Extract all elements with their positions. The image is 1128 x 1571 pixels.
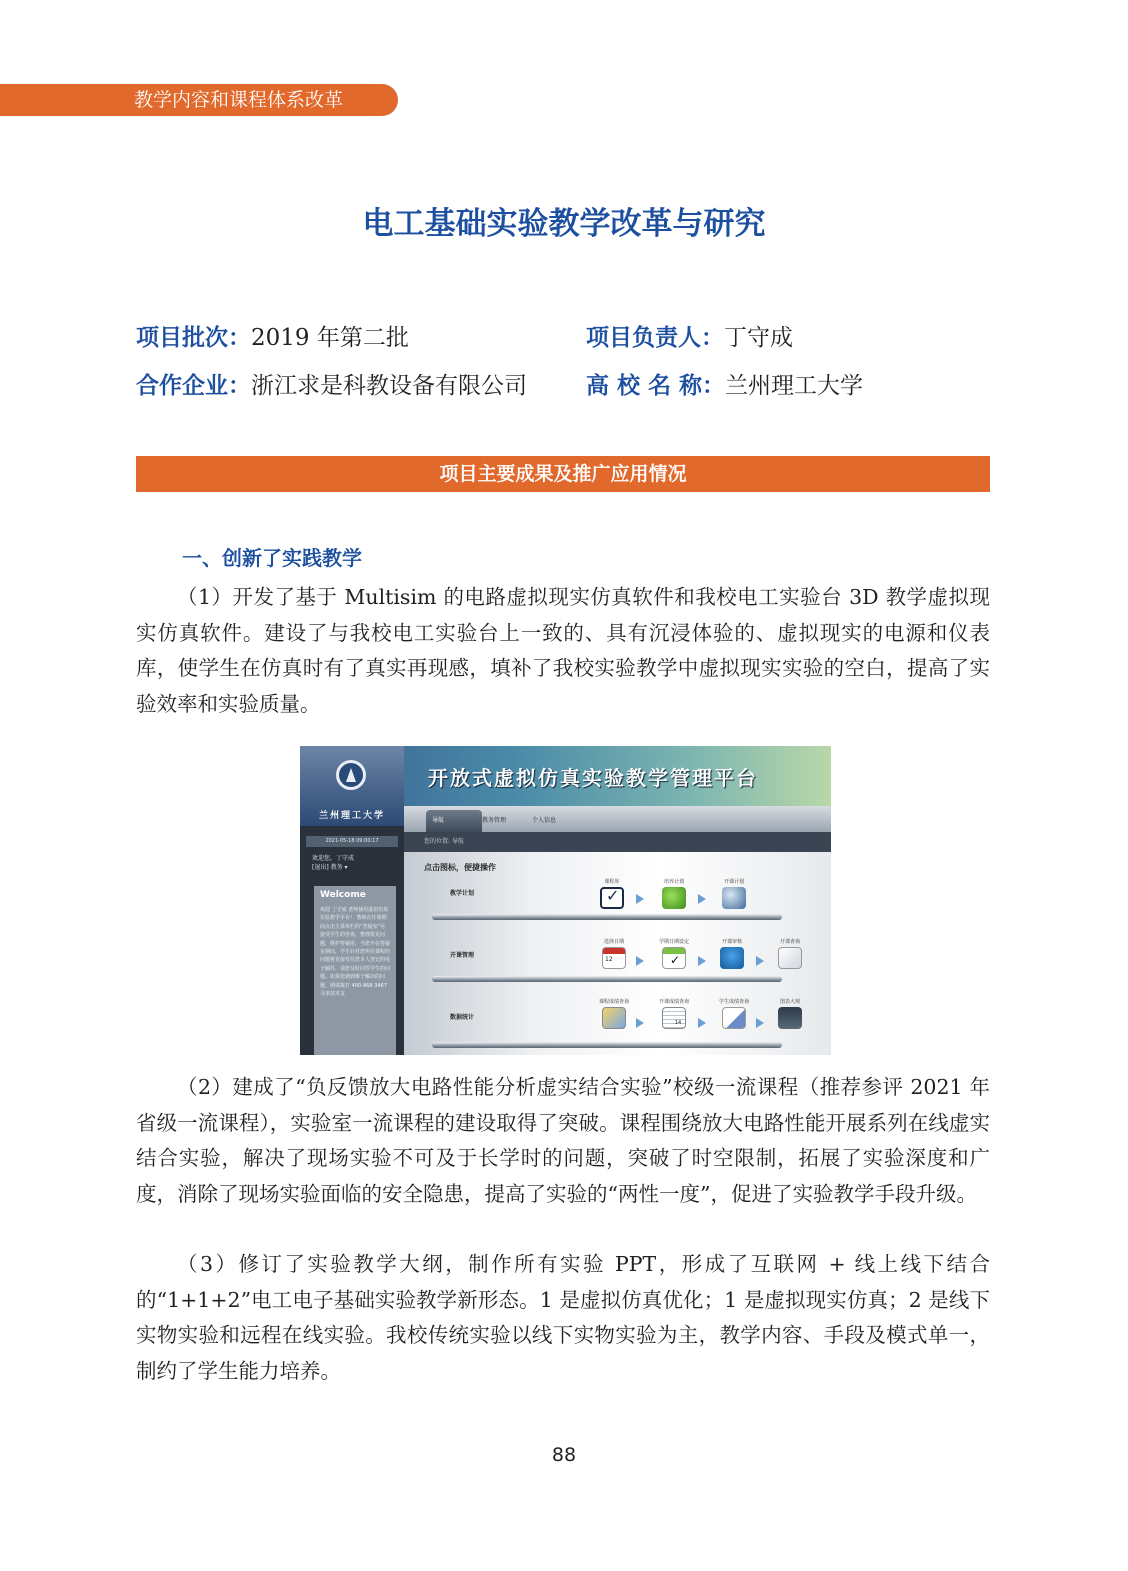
user-actions[interactable]: [退出] 教务 ▾ [312,864,348,871]
item-label: 课程成绩查询 [598,999,629,1005]
plant-icon [662,887,686,909]
platform-screenshot [300,746,831,1055]
user-info [312,854,354,872]
hint-text: 点击图标，便捷操作 [424,862,496,872]
item-term-date[interactable] [646,938,702,969]
globe-icon [722,887,746,909]
meta-leader [586,314,863,362]
item-course-review[interactable] [704,938,760,969]
item-course-query[interactable] [762,938,818,969]
company-value: 浙江求是科教设备有限公司 [251,373,527,399]
company-label: 合作企业： [136,373,251,399]
row-label-plan: 教学计划 [450,890,475,897]
chair-icon [720,947,744,969]
batch-value: 2019 年第二批 [251,325,409,351]
meta-school [586,362,863,410]
welcome-text: 欢迎 丁守成 老师使用虚拟仿真实验教学平台！ 教师在任课期间点击主菜单栏的“答疑室”可接受学生的咨询，整理常见问题，维护答疑库，当您不在答疑室期间，学生针对您所任课程的问题将直接发往您本人登记的电子邮件，请您及时回答学生的问题。如果您遇到难于解决的问题，则请拨打 400-868-3467寻求技术支 [320,907,391,998]
batch-label: 项目批次： [136,325,251,351]
meta-company [136,362,527,410]
item-course-plan[interactable] [706,878,762,909]
main-panel [404,852,831,1055]
tab-academic[interactable]: 教务管理 [482,817,507,824]
user-greeting: 欢迎您，丁守成 [312,855,355,862]
leader-value: 丁守成 [724,325,793,351]
paragraph-2: （2）建成了“负反馈放大电路性能分析虚实结合实验”校级一流课程（推荐参评 2021 年省级一流课程），实验室一流课程的建设取得了突破。课程围绕放大电路性能开展系列在线虚实结合实验，解决了现场实验不可及于长学时的问题，突破了时空限制，拓展了实验深度和广度，消除了现场实验面临的安全隐患，提高了实验的“两性一度”，促进了实验教学手段升级。 [136,1075,990,1206]
arrow-right-icon [698,1018,706,1028]
item-label: 选择日期 [603,939,624,945]
university-logo-icon [336,760,366,790]
paragraph-1: （1）开发了基于 Multisim 的电路虚拟现实仿真软件和我校电工实验台 3D 教学虚拟现实仿真软件。建设了与我校电工实验台上一致的、具有沉浸体验的、虚拟现实的电源和仪表库，使学生在仿真时有了真实再现感，填补了我校实验教学中虚拟现实实验的空白，提高了实验效率和实验质量。 [136,585,990,716]
item-label: 开课成绩查询 [658,999,689,1005]
paragraph-3: （3）修订了实验教学大纲，制作所有实验 PPT，形成了互联网 + 线上线下结合的“1+1+2”电工电子基础实验教学新形态。1 是虚拟仿真优化；1 是虚拟现实仿真；2 是线下实物实验和远程在线实验。我校传统实验以线下实物实验为主，教学内容、手段及模式单一，制约了学生能力培养。 [136,1252,990,1383]
welcome-title: Welcome [320,890,366,900]
item-label: 开课计划 [723,879,744,885]
monitor-icon [778,1007,802,1029]
item-label: 学期日期设定 [658,939,689,945]
row-label-statistics: 数据统计 [450,1014,475,1021]
welcome-panel [314,886,396,1055]
section-heading: 一、创新了实践教学 [182,546,362,570]
arrow-right-icon [698,894,706,904]
item-charts[interactable] [762,998,818,1029]
shelf-divider [432,976,782,982]
spreadsheet-icon: 14 [662,1007,686,1029]
item-select-date[interactable] [586,938,642,969]
tab-nav[interactable]: 导航 [426,810,482,832]
item-course-grades[interactable] [586,998,642,1029]
item-training-plan[interactable] [646,878,702,909]
item-label: 培养计划 [663,879,684,885]
platform-title: 开放式虚拟仿真实验教学管理平台 [428,766,758,790]
document-icon [778,947,802,969]
item-label: 开课查询 [779,939,800,945]
meta-batch [136,314,527,362]
arrow-right-icon [636,956,644,966]
leader-label: 项目负责人： [586,325,724,351]
breadcrumb: 您的位置: 导航 [404,832,831,852]
item-label: 开课审核 [721,939,742,945]
nav-bar [404,806,831,832]
calendar-icon: 12 [602,947,626,969]
arrow-right-icon [636,1018,644,1028]
task-check-icon [662,947,686,969]
meta-left [136,314,527,410]
item-student-grades[interactable] [706,998,762,1029]
pen-paper-icon [722,1007,746,1029]
item-label: 图表大观 [779,999,800,1005]
item-label: 课程库 [604,879,620,885]
shelf-divider [432,914,782,920]
chart-icon [602,1007,626,1029]
meta-right [586,314,863,410]
row-label-management: 开课管理 [450,952,475,959]
page-number: 88 [551,1444,577,1466]
section-banner: 项目主要成果及推广应用情况 [136,456,990,492]
page-title: 电工基础实验教学改革与研究 [362,206,766,242]
datetime: 2021-05-18 09:00:17 [306,836,398,847]
item-class-grades[interactable] [646,998,702,1029]
item-label: 学生成绩查询 [718,999,749,1005]
school-name: 兰州理工大学 [318,811,385,821]
school-label: 高 校 名 称： [586,373,726,399]
shelf-divider [432,1042,782,1048]
tab-personal[interactable]: 个人信息 [532,817,557,824]
item-course-library[interactable] [584,878,640,909]
school-value: 兰州理工大学 [725,373,864,399]
sidebar [300,826,404,1055]
section-tab: 教学内容和课程体系改革 [0,84,398,116]
checkbox-icon [600,887,624,909]
logo-panel [300,746,404,826]
arrow-right-icon [636,894,644,904]
